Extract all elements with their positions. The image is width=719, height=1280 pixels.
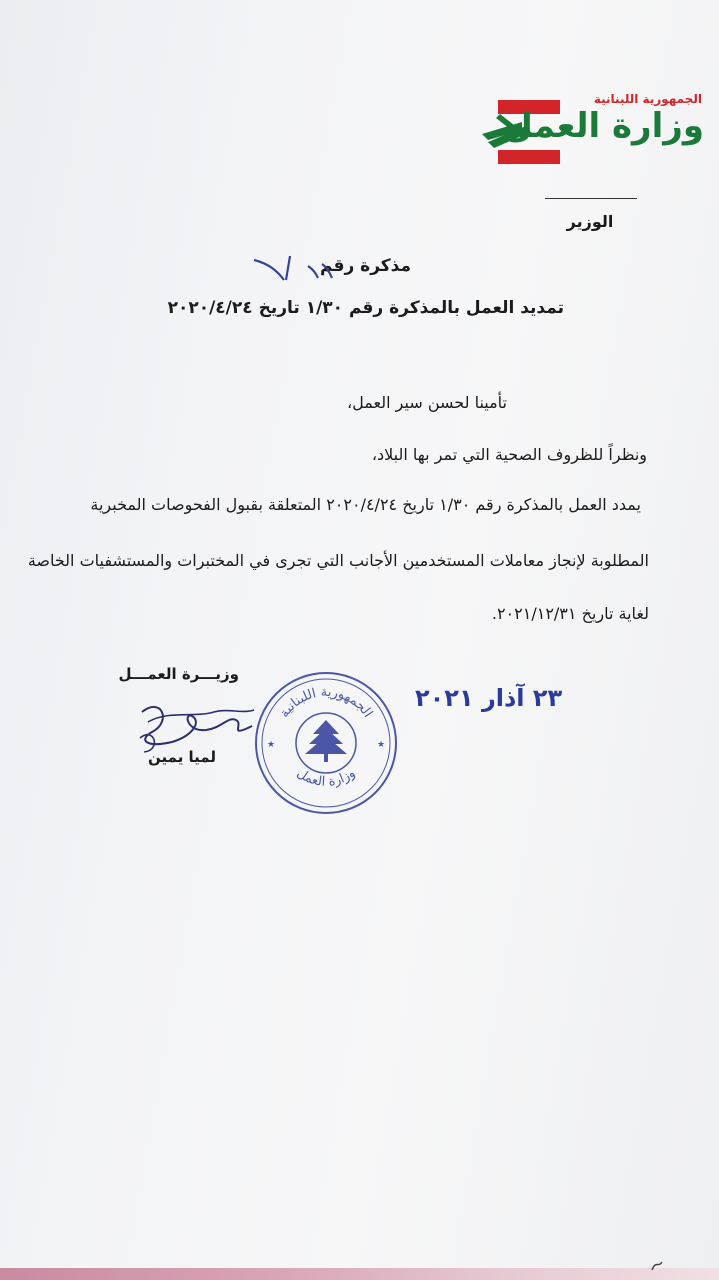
header-divider bbox=[545, 198, 637, 199]
signatory-name: لميا يمين bbox=[148, 748, 216, 766]
handwritten-signature bbox=[132, 692, 258, 756]
body-line-1: تأمينا لحسن سير العمل، bbox=[347, 393, 507, 412]
page-bottom-edge bbox=[0, 1268, 719, 1280]
minister-title: الوزير bbox=[566, 212, 614, 231]
official-stamp bbox=[253, 670, 399, 816]
memo-subject: تمديد العمل بالمذكرة رقم ١/٣٠ تاريخ ٢٠٢٠/٤/٢٤ bbox=[167, 298, 564, 318]
body-line-2: ونظراً للظروف الصحية التي تمر بها البلاد، bbox=[371, 445, 647, 464]
stamp-star-left: ★ bbox=[267, 740, 276, 750]
ministry-logo bbox=[482, 92, 710, 172]
date-stamp: ٢٣ آذار ٢٠٢١ bbox=[415, 684, 563, 712]
body-line-5: لغاية تاريخ ٢٠٢١/١٢/٣١. bbox=[491, 604, 649, 623]
cedar-tree-icon bbox=[305, 720, 347, 762]
ministry-name-logo: وزارة العمل bbox=[503, 106, 704, 146]
stamp-bottom-text: وزارة العمل bbox=[293, 765, 359, 790]
stamp-star-right: ★ bbox=[377, 740, 386, 750]
body-line-3: يمدد العمل بالمذكرة رقم ١/٣٠ تاريخ ٢٠٢٠/٤/٢٤ المتعلقة بقبول الفحوصات المخبرية bbox=[90, 495, 641, 514]
pen-mark bbox=[648, 1256, 666, 1274]
memo-number-label: مذكرة رقم bbox=[319, 256, 411, 276]
signatory-title: وزيـــرة العمـــل bbox=[118, 665, 239, 683]
stamp-top-text: الجمهورية اللبنانية bbox=[276, 684, 376, 721]
handwritten-memo-number bbox=[250, 252, 340, 284]
republic-label: الجمهورية اللبنانية bbox=[593, 92, 702, 106]
body-line-4: المطلوبة لإنجاز معاملات المستخدمين الأجانب التي تجرى في المختبرات والمستشفيات الخاصة bbox=[27, 551, 649, 570]
